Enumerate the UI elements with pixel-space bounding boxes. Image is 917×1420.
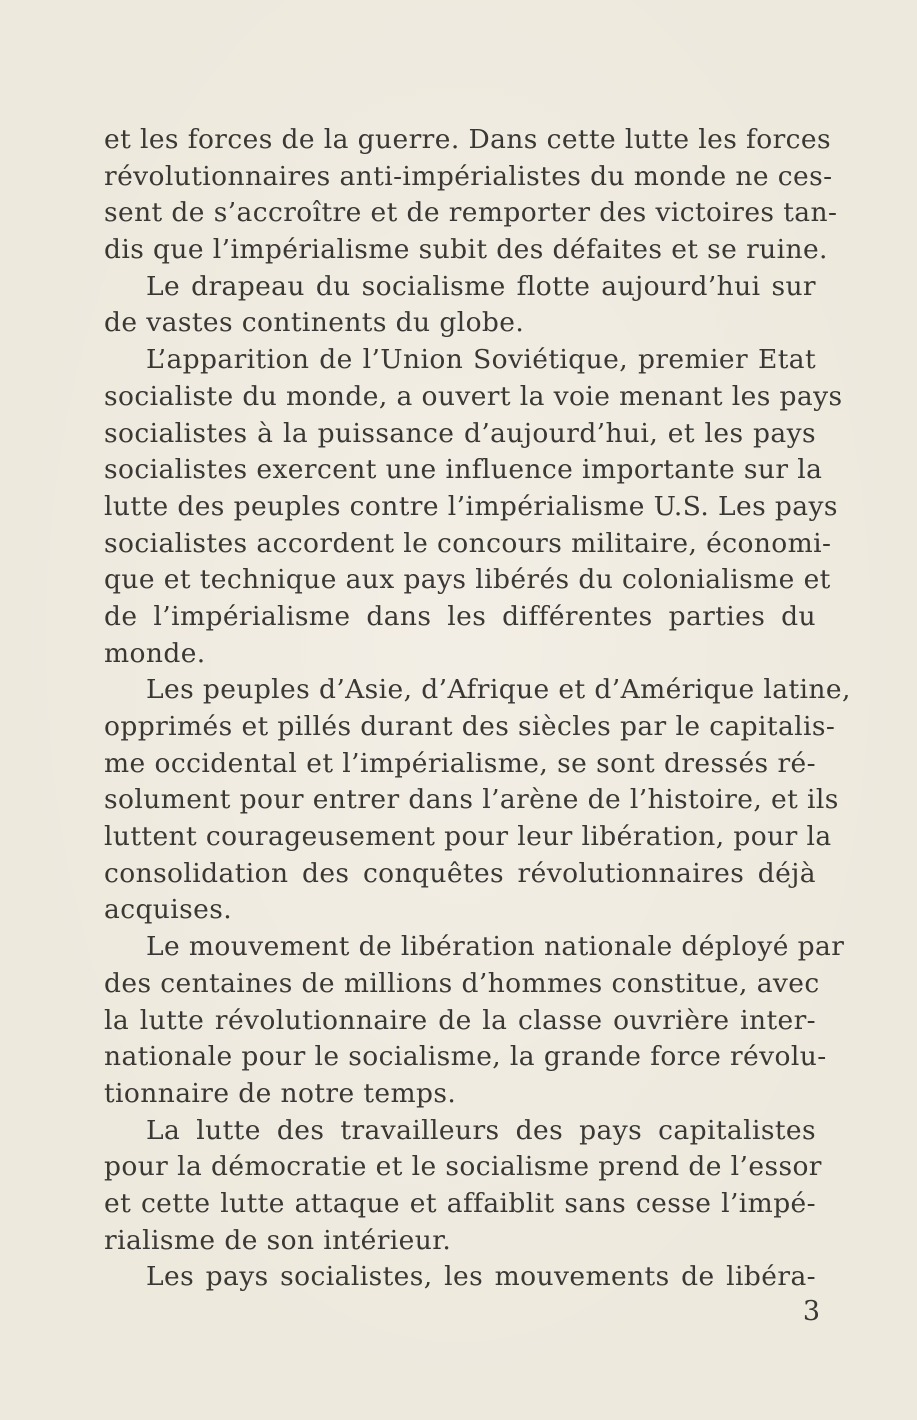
text-line: Les peuples d’Asie, d’Afrique et d’Amérique latine, (146, 674, 851, 706)
body-text (104, 122, 851, 1296)
text-line: révolutionnaires anti-impérialistes du monde ne ces- (104, 160, 833, 192)
text-line: solument pour entrer dans l’arène de l’histoire, et ils (104, 784, 839, 816)
text-line: La lutte des travailleurs des pays capitalistes (146, 1114, 816, 1146)
text-line: opprimés et pillés durant des siècles par le capitalis- (104, 711, 836, 742)
text-line: acquises. (104, 894, 233, 926)
page-number: 3 (802, 1296, 820, 1327)
text-line: que et technique aux pays libérés du colonialisme et (104, 564, 831, 596)
text-line: luttent courageusement pour leur libération, pour la (104, 821, 832, 853)
text-line: sent de s’accroître et de remporter des victoires tan- (104, 197, 838, 229)
text-line: pour la démocratie et le socialisme prend de l’essor (104, 1151, 822, 1183)
text-line: de l’impérialisme dans les différentes parties du (104, 600, 816, 632)
text-line: des centaines de millions d’hommes constitue, avec (104, 967, 820, 999)
text-line: socialistes accordent le concours militaire, économi- (104, 527, 832, 559)
text-line: de vastes continents du globe. (104, 307, 525, 339)
text-line: socialiste du monde, a ouvert la voie menant les pays (104, 380, 843, 412)
text-line: et cette lutte attaque et affaiblit sans cesse l’impé- (104, 1187, 816, 1219)
text-line: tionnaire de notre temps. (104, 1077, 457, 1109)
text-line: la lutte révolutionnaire de la classe ouvrière inter- (104, 1004, 816, 1036)
text-line: consolidation des conquêtes révolutionnaires déjà (104, 857, 816, 889)
text-line: socialistes exercent une influence importante sur la (104, 454, 823, 486)
text-line: et les forces de la guerre. Dans cette lutte les forces (104, 124, 832, 155)
text-line: Le drapeau du socialisme flotte aujourd’hui sur (146, 270, 816, 302)
text-line: rialisme de son intérieur. (104, 1224, 452, 1256)
text-line: me occidental et l’impérialisme, se sont dressés ré- (104, 747, 816, 779)
text-line: monde. (104, 637, 206, 669)
text-line: Les pays socialistes, les mouvements de libéra- (146, 1261, 816, 1293)
text-line: lutte des peuples contre l’impérialisme U.S. Les pays (104, 490, 838, 522)
text-line: L’apparition de l’Union Soviétique, premier Etat (146, 344, 816, 376)
text-line: Le mouvement de libération nationale déployé par (146, 931, 845, 963)
text-line: socialistes à la puissance d’aujourd’hui, et les pays (104, 417, 816, 449)
text-line: nationale pour le socialisme, la grande force révolu- (104, 1041, 827, 1073)
text-line: dis que l’impérialisme subit des défaites et se ruine. (104, 234, 828, 266)
